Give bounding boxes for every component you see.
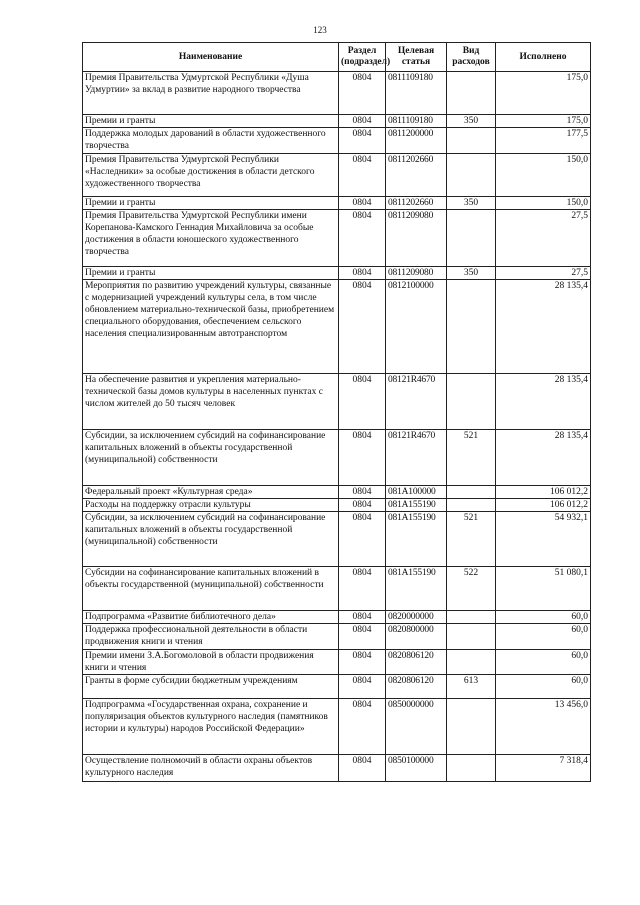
header-kind: Вид расходов: [447, 43, 496, 72]
row-amount-cell: 28 135,4: [496, 374, 591, 430]
table-row: [83, 650, 591, 675]
row-amount-cell: 106 012,2: [496, 486, 591, 499]
row-name-cell: Подпрограмма «Государственная охрана, сохранение и популяризация объектов культурного наследия (памятников истории и культуры) народов Российской Федерации»: [83, 699, 339, 755]
row-name-cell: Подпрограмма «Развитие библиотечного дела»: [83, 611, 339, 624]
table-row: [83, 512, 591, 567]
row-section-cell: 0804: [339, 154, 386, 197]
row-amount-cell: 60,0: [496, 624, 591, 650]
row-section-cell: 0804: [339, 499, 386, 512]
row-kind-cell: 521: [447, 512, 496, 567]
row-section-cell: 0804: [339, 197, 386, 210]
row-amount-cell: 175,0: [496, 115, 591, 128]
header-article: Целевая статья: [386, 43, 447, 72]
row-name-cell: Субсидии, за исключением субсидий на софинансирование капитальных вложений в объекты государственной (муниципальной) собственности: [83, 430, 339, 486]
row-section-cell: 0804: [339, 210, 386, 267]
row-article-cell: 0811202660: [386, 197, 447, 210]
row-section-cell: 0804: [339, 611, 386, 624]
table-header-row: [83, 43, 591, 72]
row-article-cell: 0820000000: [386, 611, 447, 624]
row-amount-cell: 106 012,2: [496, 499, 591, 512]
row-kind-cell: [447, 280, 496, 374]
row-kind-cell: [447, 650, 496, 675]
row-amount-cell: 150,0: [496, 154, 591, 197]
row-article-cell: 0820806120: [386, 675, 447, 699]
table-row: [83, 430, 591, 486]
row-amount-cell: 60,0: [496, 675, 591, 699]
row-section-cell: 0804: [339, 115, 386, 128]
row-name-cell: Осуществление полномочий в области охраны объектов культурного наследия: [83, 755, 339, 782]
row-amount-cell: 27,5: [496, 210, 591, 267]
row-article-cell: 081A155190: [386, 512, 447, 567]
row-amount-cell: 13 456,0: [496, 699, 591, 755]
table-row: [83, 624, 591, 650]
header-amount: Исполнено: [496, 43, 591, 72]
row-section-cell: 0804: [339, 280, 386, 374]
table-row: [83, 197, 591, 210]
row-kind-cell: [447, 755, 496, 782]
row-name-cell: Мероприятия по развитию учреждений культуры, связанные с модернизацией учреждений культуры села, в том числе обновлением материально-технической базы, приобретением специального оборудования, обеспечением сельского населения специализированным автотранспортом: [83, 280, 339, 374]
row-kind-cell: [447, 72, 496, 115]
row-kind-cell: 522: [447, 567, 496, 611]
row-section-cell: 0804: [339, 267, 386, 280]
row-kind-cell: [447, 374, 496, 430]
row-kind-cell: [447, 611, 496, 624]
row-amount-cell: 27,5: [496, 267, 591, 280]
table-row: [83, 210, 591, 267]
row-amount-cell: 60,0: [496, 650, 591, 675]
row-name-cell: Расходы на поддержку отрасли культуры: [83, 499, 339, 512]
row-name-cell: Премия Правительства Удмуртской Республики имени Корепанова-Камского Геннадия Михайловича за особые достижения в области юношеского художественного творчества: [83, 210, 339, 267]
row-kind-cell: [447, 699, 496, 755]
row-article-cell: 0811109180: [386, 72, 447, 115]
row-kind-cell: 350: [447, 267, 496, 280]
table-row: [83, 154, 591, 197]
row-article-cell: 08121R4670: [386, 430, 447, 486]
row-name-cell: Премия Правительства Удмуртской Республики «Душа Удмуртии» за вклад в развитие народного творчества: [83, 72, 339, 115]
row-section-cell: 0804: [339, 512, 386, 567]
page-number: 123: [313, 25, 327, 35]
row-section-cell: 0804: [339, 430, 386, 486]
row-section-cell: 0804: [339, 624, 386, 650]
row-article-cell: 0850100000: [386, 755, 447, 782]
table-row: [83, 115, 591, 128]
row-article-cell: 081A155190: [386, 567, 447, 611]
row-amount-cell: 54 932,1: [496, 512, 591, 567]
row-name-cell: Поддержка молодых дарований в области художественного творчества: [83, 128, 339, 154]
row-name-cell: Поддержка профессиональной деятельности в области продвижения книги и чтения: [83, 624, 339, 650]
table-row: [83, 486, 591, 499]
table-row: [83, 128, 591, 154]
row-article-cell: 08121R4670: [386, 374, 447, 430]
row-name-cell: Субсидии, за исключением субсидий на софинансирование капитальных вложений в объекты государственной (муниципальной) собственности: [83, 512, 339, 567]
row-amount-cell: 7 318,4: [496, 755, 591, 782]
table-row: [83, 374, 591, 430]
row-kind-cell: [447, 154, 496, 197]
row-kind-cell: 521: [447, 430, 496, 486]
table-row: [83, 567, 591, 611]
row-kind-cell: [447, 624, 496, 650]
row-article-cell: 0812100000: [386, 280, 447, 374]
row-kind-cell: [447, 128, 496, 154]
row-name-cell: Субсидии на софинансирование капитальных вложений в объекты государственной (муниципальной) собственности: [83, 567, 339, 611]
row-amount-cell: 51 080,1: [496, 567, 591, 611]
row-section-cell: 0804: [339, 699, 386, 755]
table-row: [83, 267, 591, 280]
header-section: Раздел (подраздел): [339, 43, 386, 72]
row-kind-cell: 350: [447, 197, 496, 210]
row-article-cell: 0820806120: [386, 650, 447, 675]
table-row: [83, 611, 591, 624]
row-kind-cell: [447, 210, 496, 267]
row-amount-cell: 28 135,4: [496, 280, 591, 374]
row-name-cell: Премии и гранты: [83, 197, 339, 210]
row-article-cell: 0820800000: [386, 624, 447, 650]
row-article-cell: 0811109180: [386, 115, 447, 128]
row-section-cell: 0804: [339, 374, 386, 430]
row-article-cell: 0811202660: [386, 154, 447, 197]
row-section-cell: 0804: [339, 486, 386, 499]
row-section-cell: 0804: [339, 128, 386, 154]
row-article-cell: 0811209080: [386, 267, 447, 280]
row-name-cell: Гранты в форме субсидии бюджетным учреждениям: [83, 675, 339, 699]
row-kind-cell: 613: [447, 675, 496, 699]
row-kind-cell: 350: [447, 115, 496, 128]
row-name-cell: Премии и гранты: [83, 115, 339, 128]
table-row: [83, 280, 591, 374]
table-row: [83, 72, 591, 115]
row-amount-cell: 175,0: [496, 72, 591, 115]
row-section-cell: 0804: [339, 650, 386, 675]
row-name-cell: Федеральный проект «Культурная среда»: [83, 486, 339, 499]
row-amount-cell: 60,0: [496, 611, 591, 624]
table-row: [83, 755, 591, 782]
table-row: [83, 499, 591, 512]
row-amount-cell: 150,0: [496, 197, 591, 210]
row-section-cell: 0804: [339, 567, 386, 611]
row-amount-cell: 177,5: [496, 128, 591, 154]
row-article-cell: 081A100000: [386, 486, 447, 499]
row-name-cell: На обеспечение развития и укрепления материально-технической базы домов культуры в населенных пунктах с числом жителей до 50 тысяч человек: [83, 374, 339, 430]
row-article-cell: 0811200000: [386, 128, 447, 154]
row-amount-cell: 28 135,4: [496, 430, 591, 486]
row-name-cell: Премии и гранты: [83, 267, 339, 280]
row-kind-cell: [447, 486, 496, 499]
row-name-cell: Премия Правительства Удмуртской Республики «Наследники» за особые достижения в области детского художественного творчества: [83, 154, 339, 197]
row-section-cell: 0804: [339, 755, 386, 782]
table-row: [83, 675, 591, 699]
header-name: Наименование: [83, 43, 339, 72]
table-row: [83, 699, 591, 755]
row-section-cell: 0804: [339, 675, 386, 699]
row-article-cell: 0811209080: [386, 210, 447, 267]
row-name-cell: Премии имени З.А.Богомоловой в области продвижения книги и чтения: [83, 650, 339, 675]
row-kind-cell: [447, 499, 496, 512]
row-article-cell: 0850000000: [386, 699, 447, 755]
budget-table: [82, 42, 591, 782]
row-section-cell: 0804: [339, 72, 386, 115]
row-article-cell: 081A155190: [386, 499, 447, 512]
